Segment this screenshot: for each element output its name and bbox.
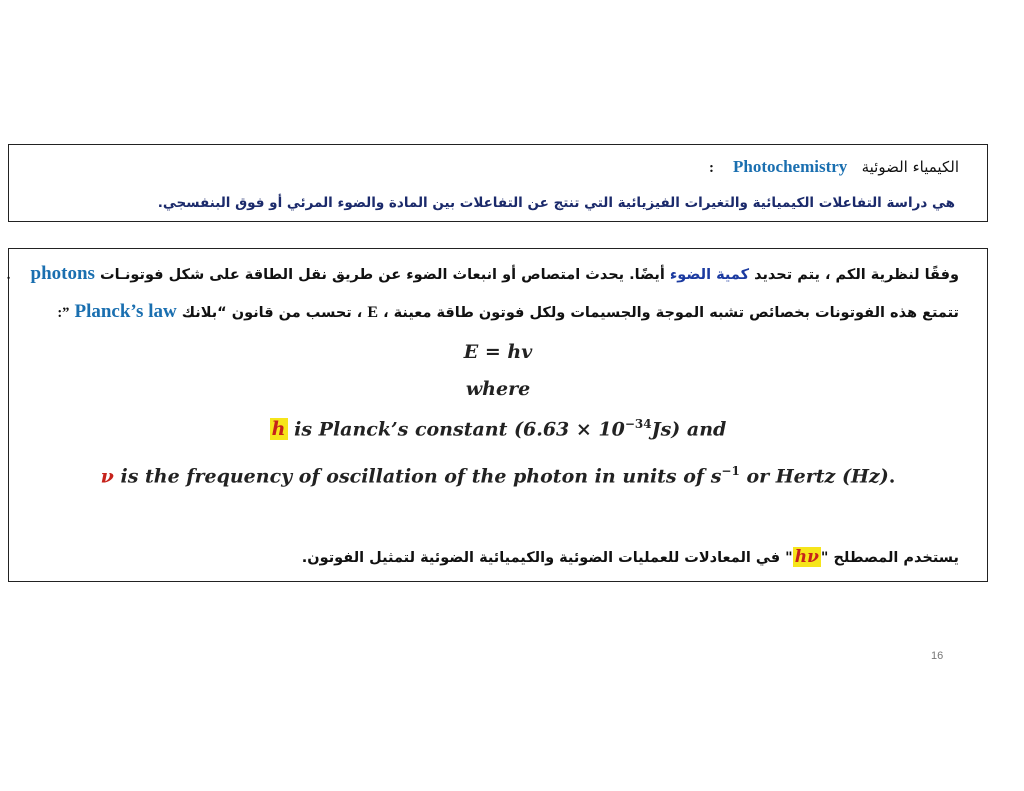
planck-constant-line [9,417,987,440]
energy-symbol: E [367,304,379,321]
frequency-exponent: −1 [721,464,740,478]
nu-symbol: ν [100,465,114,488]
frequency-end: or Hertz (Hz) [746,465,889,488]
planck-exponent: −34 [624,417,652,431]
hv-text-2: " في المعادلات للعمليات الضوئية والكيميائية الضوئية لتمثيل الفوتون. [301,550,793,566]
quantum-text-2: أيضًا. يحدث امتصاص أو انبعاث الضوء عن طريق نقل الطاقة على شكل فوتونـات [100,267,665,283]
hv-text-1: يستخدم المصطلح " [820,550,959,566]
hv-highlight: hν [794,547,819,567]
eq-equals: = [484,341,501,363]
definition-text: هي دراسة التفاعلات الكيميائية والتغيرات الفيزيائية التي تنتج عن التفاعلات بين المادة والضوء المرئي أو فوق البنفسجي. [157,195,955,211]
photons-term: photons [30,263,95,284]
energy-line [57,301,959,323]
light-quantity-term: كمية الضوء [669,267,749,283]
where-label: where [465,378,531,400]
planck-box [8,248,988,582]
title-line [709,157,959,177]
title-arabic: الكيمياء الضوئية [861,158,959,176]
title-colon: : [708,160,714,176]
frequency-dot: . [888,465,896,488]
line2-end: ”: [57,305,70,321]
line1-end: . [6,267,11,283]
quantum-line [7,263,959,285]
energy-text-1: تتمتع هذه الفوتونات بخصائص تشبه الموجة والجسيمات ولكل فوتون طاقة معينة ، [383,305,959,321]
title-english: Photochemistry [733,157,848,176]
equation [9,341,987,363]
energy-text-2: ، تحسب من قانون “بلانك [181,305,363,321]
hv-term-line [302,547,959,567]
planck-constant-text: is Planck’s constant (6.63 × 10 [294,418,625,441]
frequency-line [9,464,987,487]
eq-hv: hv [507,341,533,363]
frequency-text: is the frequency of oscillation of the photon in units of s [120,465,722,488]
eq-energy: E [463,341,479,363]
h-symbol: h [271,418,286,441]
quantum-text-1: وفقًا لنظرية الكم ، يتم تحديد [754,267,959,283]
planck-unit: Js) and [651,418,727,441]
definition-box [8,144,988,222]
page-number: 16 [931,650,944,662]
planck-law-term: Planck’s law [74,301,177,322]
